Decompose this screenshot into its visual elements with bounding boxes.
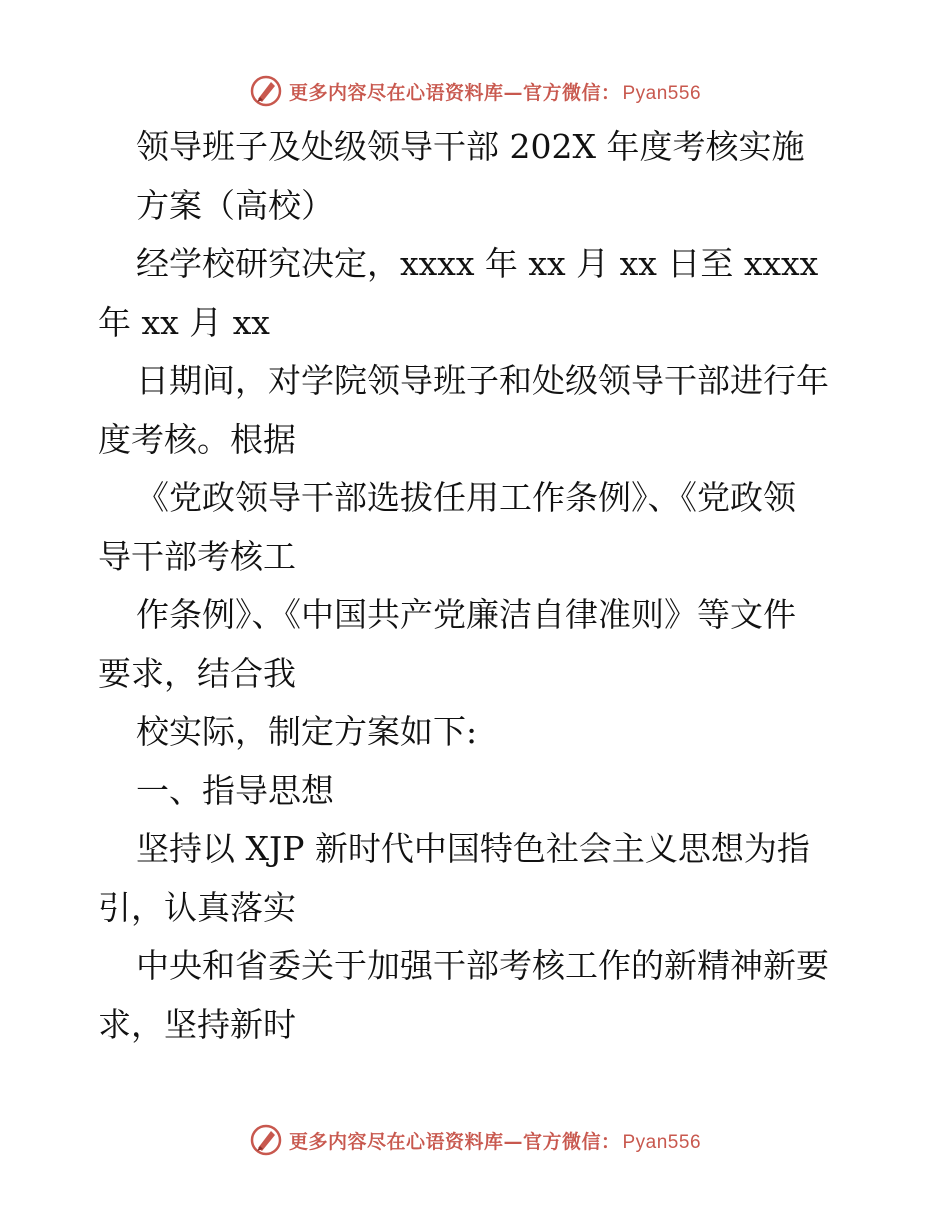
document-body	[98, 118, 858, 1054]
document-line: 日期间，对学院领导班子和处级领导干部进行年	[136, 361, 829, 400]
document-line: 要求，结合我	[98, 653, 296, 693]
watermark-header	[0, 71, 950, 111]
watermark-text: 更多内容尽在心语资料库—官方微信： Pyan556	[288, 1130, 702, 1153]
document-line: 校实际，制定方案如下:	[136, 712, 478, 751]
document-line: 一、指导思想	[136, 770, 334, 810]
document-line: 度考核。根据	[98, 419, 296, 459]
pen-logo-icon	[249, 74, 283, 108]
document-line: 方案（高校）	[136, 185, 334, 225]
document-line: 作条例》、《中国共产党廉洁自律准则》等文件	[136, 595, 796, 634]
document-line: 《党政领导干部选拔任用工作条例》、《党政领	[136, 478, 796, 517]
document-line: 坚持以 XJP 新时代中国特色社会主义思想为指	[136, 829, 810, 868]
watermark-id: Pyan556	[622, 82, 702, 104]
document-line: 求，坚持新时	[98, 1004, 296, 1044]
pen-logo-icon	[249, 1123, 283, 1157]
document-line: 年 xx 月 xx	[98, 302, 270, 342]
watermark-footer	[0, 1120, 950, 1160]
document-line: 导干部考核工	[98, 536, 296, 576]
document-line: 经学校研究决定，xxxx 年 xx 月 xx 日至 xxxx	[136, 244, 819, 283]
document-line: 领导班子及处级领导干部 202X 年度考核实施	[136, 127, 805, 166]
document-line: 引，认真落实	[98, 887, 296, 927]
document-line: 中央和省委关于加强干部考核工作的新精神新要	[136, 946, 829, 985]
watermark-text: 更多内容尽在心语资料库—官方微信： Pyan556	[288, 81, 702, 104]
watermark-id: Pyan556	[622, 1131, 702, 1153]
